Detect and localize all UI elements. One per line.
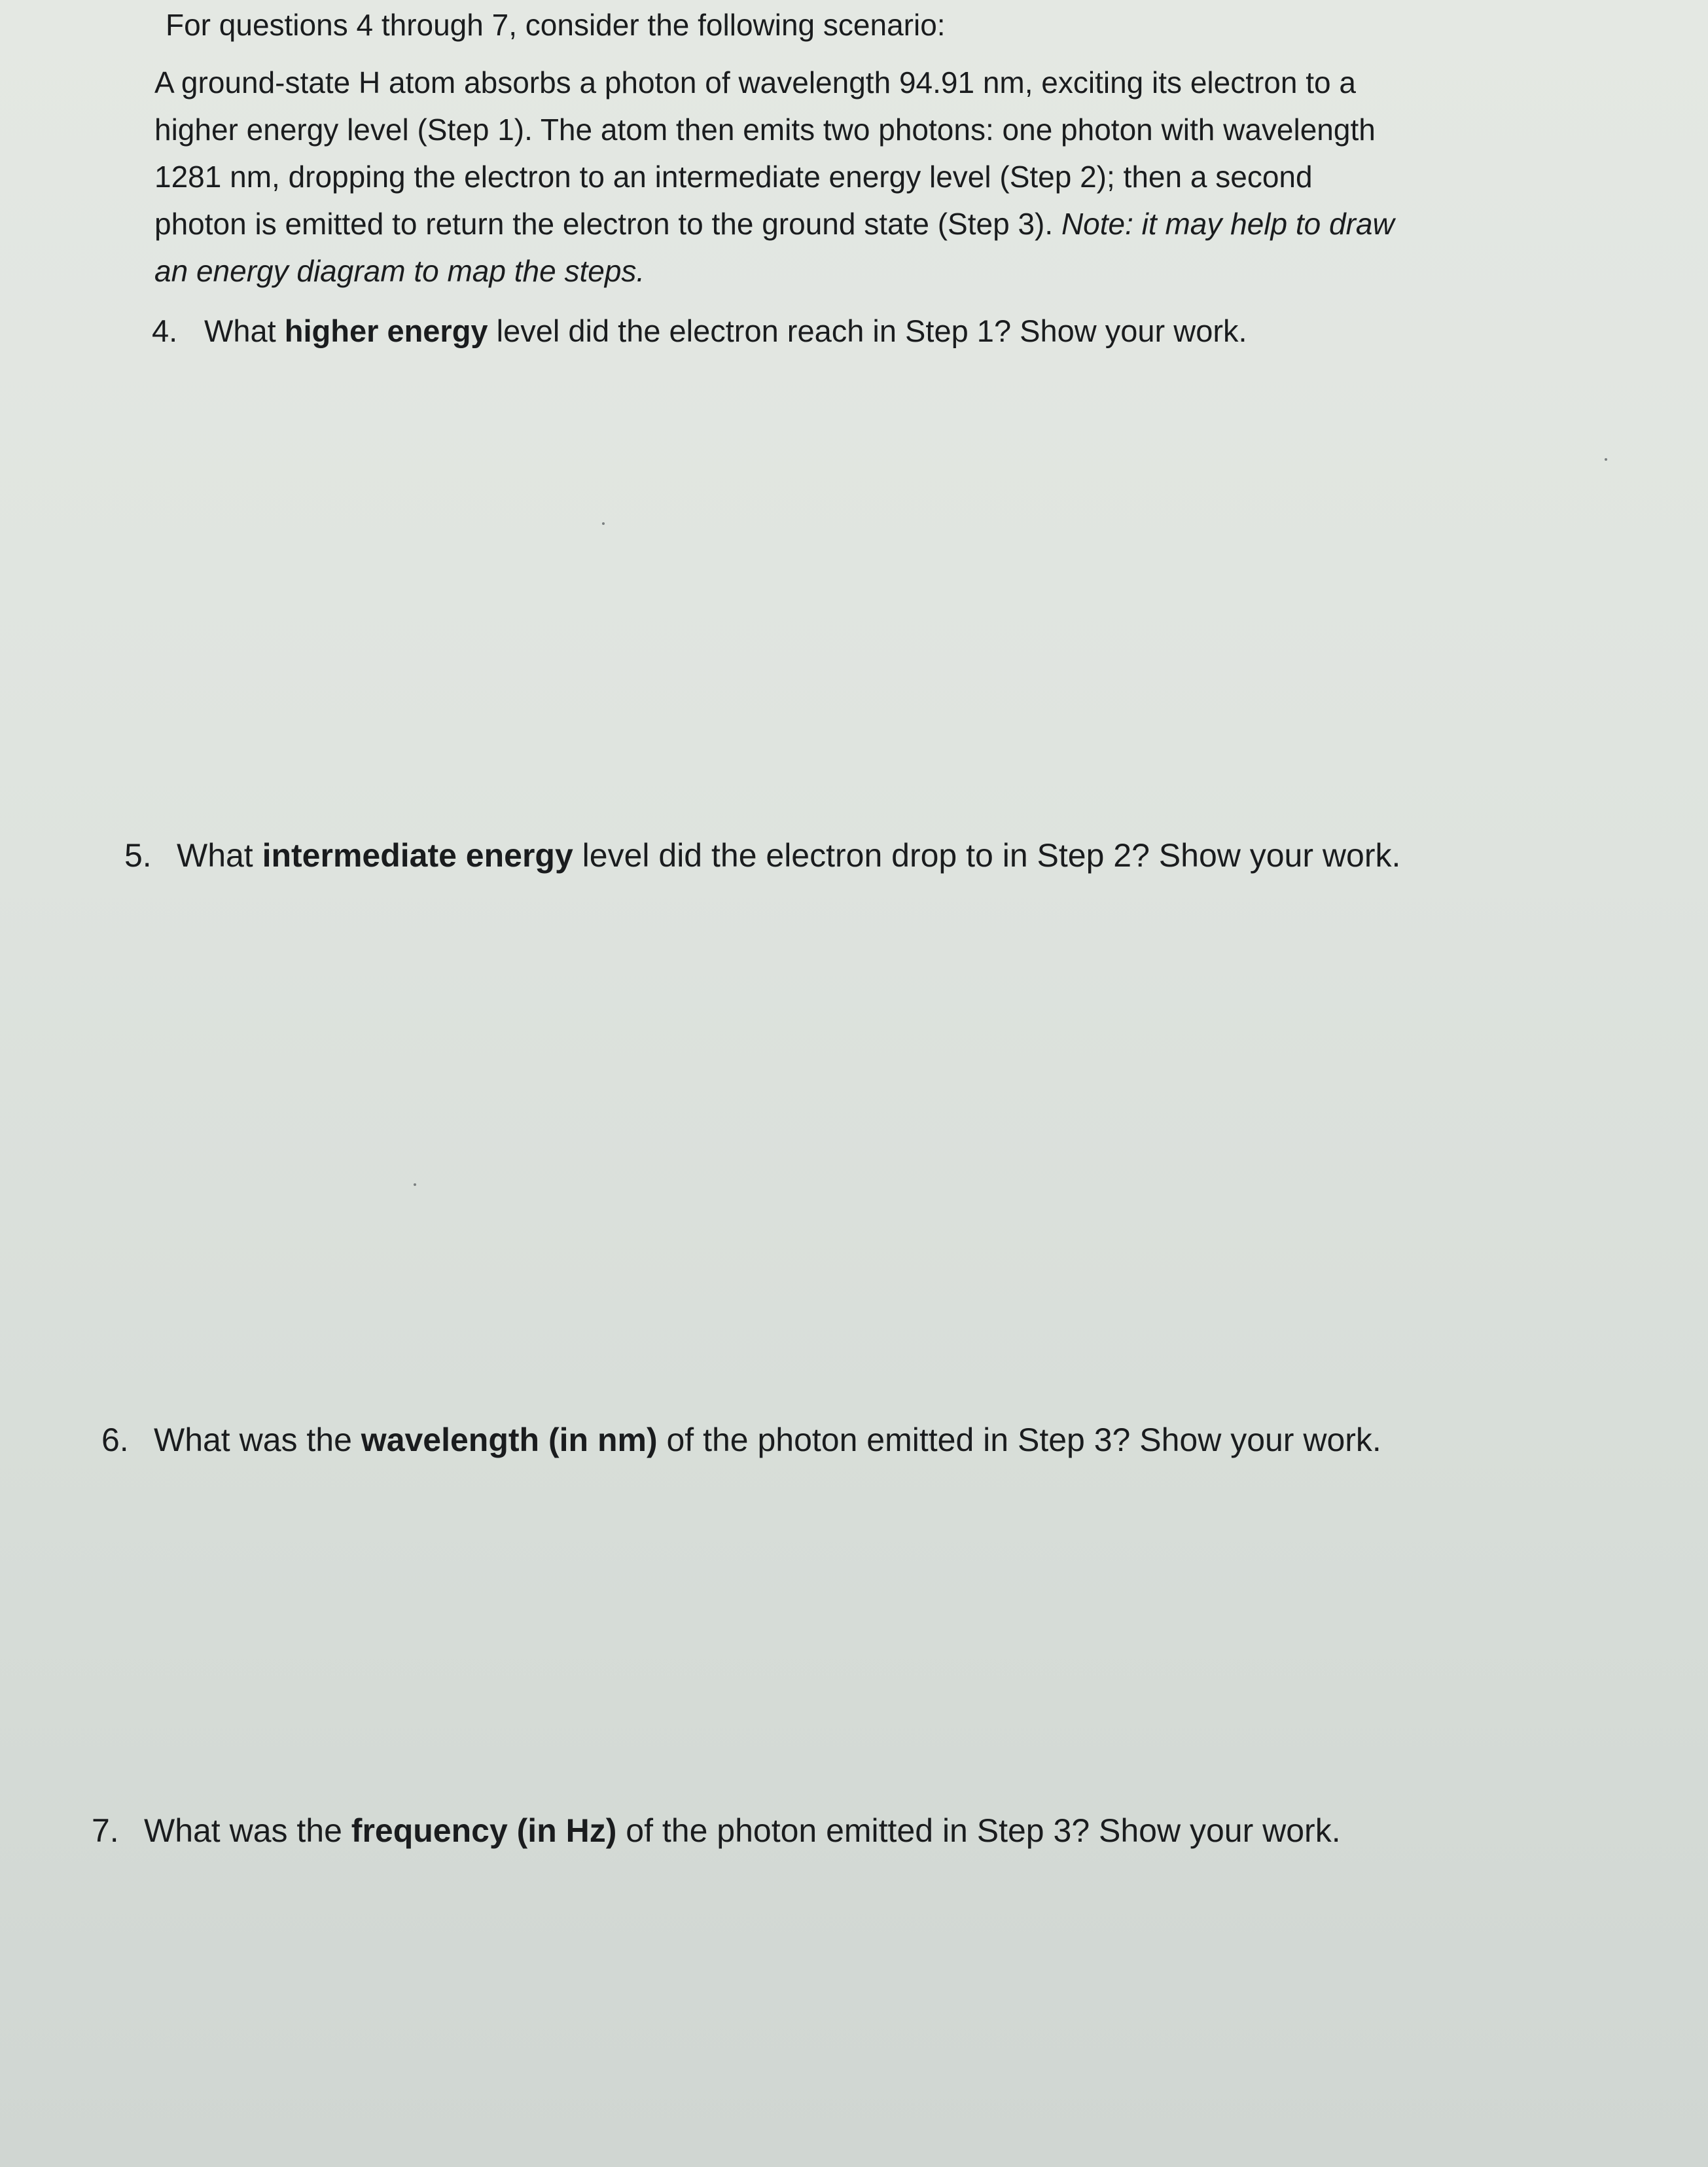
paper-speck <box>414 1183 416 1186</box>
question-emphasis: wavelength (in nm) <box>361 1422 658 1458</box>
question-number: 5. <box>124 837 152 874</box>
question-text: What <box>204 313 285 348</box>
scenario-line: photon is emitted to return the electron to the ground state (Step 3). <box>154 207 1054 241</box>
paper-speck <box>1605 458 1607 461</box>
question-text: of the photon emitted in Step 3? Show your work. <box>657 1422 1381 1458</box>
question-emphasis: higher energy <box>284 313 488 348</box>
scenario-paragraph <box>154 59 1542 295</box>
question-emphasis: frequency (in Hz) <box>351 1812 617 1849</box>
question-text: level did the electron reach in Step 1? Show your work. <box>488 313 1247 348</box>
scenario-line-with-note <box>154 200 1542 247</box>
note-text: Note: it may help to draw <box>1061 207 1395 241</box>
note-text-continued: an energy diagram to map the steps. <box>154 254 645 288</box>
question-number: 7. <box>92 1812 119 1849</box>
question-7 <box>92 1810 1341 1852</box>
scenario-line: higher energy level (Step 1). The atom then emits two photons: one photon with wavelength <box>154 113 1376 147</box>
scenario-heading: For questions 4 through 7, consider the following scenario: <box>166 8 946 42</box>
question-4 <box>152 310 1247 352</box>
question-text: What was the <box>144 1812 351 1849</box>
question-text: What <box>177 837 262 874</box>
scenario-line: A ground-state H atom absorbs a photon of wavelength 94.91 nm, exciting its electron to a <box>154 65 1356 99</box>
question-text: level did the electron drop to in Step 2? Show your work. <box>573 837 1401 874</box>
question-6 <box>101 1419 1381 1461</box>
question-text: What was the <box>154 1422 361 1458</box>
paper-speck <box>602 522 605 525</box>
question-5 <box>124 834 1400 876</box>
question-number: 4. <box>152 313 178 348</box>
scenario-line: 1281 nm, dropping the electron to an intermediate energy level (Step 2); then a second <box>154 160 1313 194</box>
question-number: 6. <box>101 1422 129 1458</box>
question-emphasis: intermediate energy <box>262 837 573 874</box>
question-text: of the photon emitted in Step 3? Show your work. <box>616 1812 1341 1849</box>
